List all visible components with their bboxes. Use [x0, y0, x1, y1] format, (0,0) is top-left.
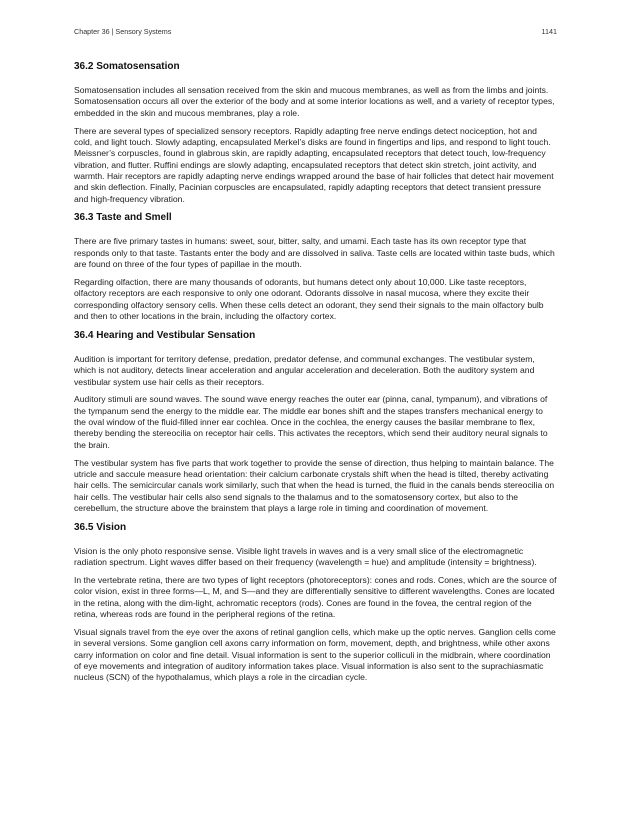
running-header [74, 27, 557, 36]
paragraph: Somatosensation includes all sensation received from the skin and mucous membranes, as well as from the limbs and joints. Somatosensation occurs all over the exterior of the body and at some interior locations as well, and a variety of receptor types, embedded in the skin and mucous membranes, play a role. [74, 85, 555, 118]
paragraph: Regarding olfaction, there are many thousands of odorants, but humans detect only about 10,000. Like taste receptors, olfactory receptors are each responsive to only one odorant. Odorants dissolve in nasal mucosa, where they excite their corresponding olfactory sensory cells. When these cells detect an odorant, they send their signals to the main olfactory bulb and then to other locations in the brain, including the olfactory cortex. [74, 276, 544, 321]
section-heading: 36.2 Somatosensation [74, 61, 180, 72]
paragraph: Vision is the only photo responsive sense. Visible light travels in waves and is a very small slice of the electromagnetic radiation spectrum. Light waves differ based on their frequency (wavelength = hue) and amplitude (intensity = brightness). [74, 545, 537, 568]
section-heading: 36.5 Vision [74, 521, 127, 533]
paragraph: Audition is important for territory defense, predation, predator defense, and communal exchanges. The vestibular system, which is not auditory, detects linear acceleration and angular acceleration and deceleration. Both the auditory system and vestibular system use hair cells as their receptors. [74, 353, 535, 387]
section-heading: 36.4 Hearing and Vestibular Sensation [74, 329, 256, 341]
section-vision [74, 521, 557, 684]
page-number: 1141 [541, 27, 557, 36]
paragraph: There are several types of specialized sensory receptors. Rapidly adapting free nerve endings detect nociception, hot and cold, and light touch. Slowly adapting, encapsulated Merkel’s disks are found in fingertips and lips, and respond to light touch. Meissner’s corpuscles, found in glabrous skin, are rapidly adapting, encapsulated receptors that detect touch, low-frequency vibration, and flutter. Ruffini endings are slowly adapting, encapsulated receptors that detect skin stretch, joint activity, and warmth. Hair receptors are rapidly adapting nerve endings wrapped around the base of hair follicles that detect hair movement and skin deflection. Finally, Pacinian corpuscles are encapsulated, rapidly adapting receptors that detect transient pressure and high-frequency vibration. [74, 125, 554, 204]
summary-content [74, 60, 557, 684]
paragraph: There are five primary tastes in humans: sweet, sour, bitter, salty, and umami. Each taste has its own receptor type that responds only to that taste. Tastants enter the body and are dissolved in saliva. Taste cells are located within taste buds, which are found on three of the four types of papillae in the mouth. [74, 236, 555, 270]
section-taste-and-smell [74, 211, 557, 322]
document-page [74, 27, 557, 690]
section-somatosensation [74, 60, 557, 205]
section-heading: 36.3 Taste and Smell [74, 212, 172, 224]
chapter-title: Chapter 36 | Sensory Systems [74, 27, 172, 36]
paragraph: In the vertebrate retina, there are two types of light receptors (photoreceptors): cones and rods. Cones, which are the source of color vision, exist in three forms—L, M, and S—and they are differentially sensitive to different wavelengths. Cones are located in the retina, along with the dim-light, achromatic receptors (rods). Cones are found in the fovea, the central region of the retina, whereas rods are found in the peripheral regions of the retina. [74, 575, 557, 620]
paragraph: Visual signals travel from the eye over the axons of retinal ganglion cells, which make up the optic nerves. Ganglion cells come in several versions. Some ganglion cell axons carry information on form, movement, depth, and brightness, while other axons carry information on color and fine detail. Visual information is sent to the superior colliculi in the midbrain, where coordination of eye movements and integration of auditory information takes place. Visual information is also sent to the suprachiasmatic nucleus (SCN) of the hypothalamus, which plays a role in the circadian cycle. [74, 626, 556, 683]
section-hearing-vestibular [74, 329, 557, 514]
paragraph: The vestibular system has five parts that work together to provide the sense of direction, thus helping to maintain balance. The utricle and saccule measure head orientation: their calcium carbonate crystals shift when the head is tilted, thereby activating hair cells. The semicircular canals work similarly, such that when the head is turned, the fluid in the canals bends stereocilia on hair cells. The vestibular hair cells also send signals to the thalamus and to the somatosensory cortex, but also to the cerebellum, the structure above the brainstem that plays a large role in timing and coordination of movement. [74, 457, 555, 513]
paragraph: Auditory stimuli are sound waves. The sound wave energy reaches the outer ear (pinna, canal, tympanum), and vibrations of the tympanum send the energy to the middle ear. The middle ear bones shift and the stapes transfers mechanical energy to the oval window of the fluid-filled inner ear cochlea. Once in the cochlea, the energy causes the basilar membrane to flex, thereby bending the stereocilia on receptor hair cells. This activates the receptors, which send their auditory neural signals to the brain. [74, 394, 548, 450]
